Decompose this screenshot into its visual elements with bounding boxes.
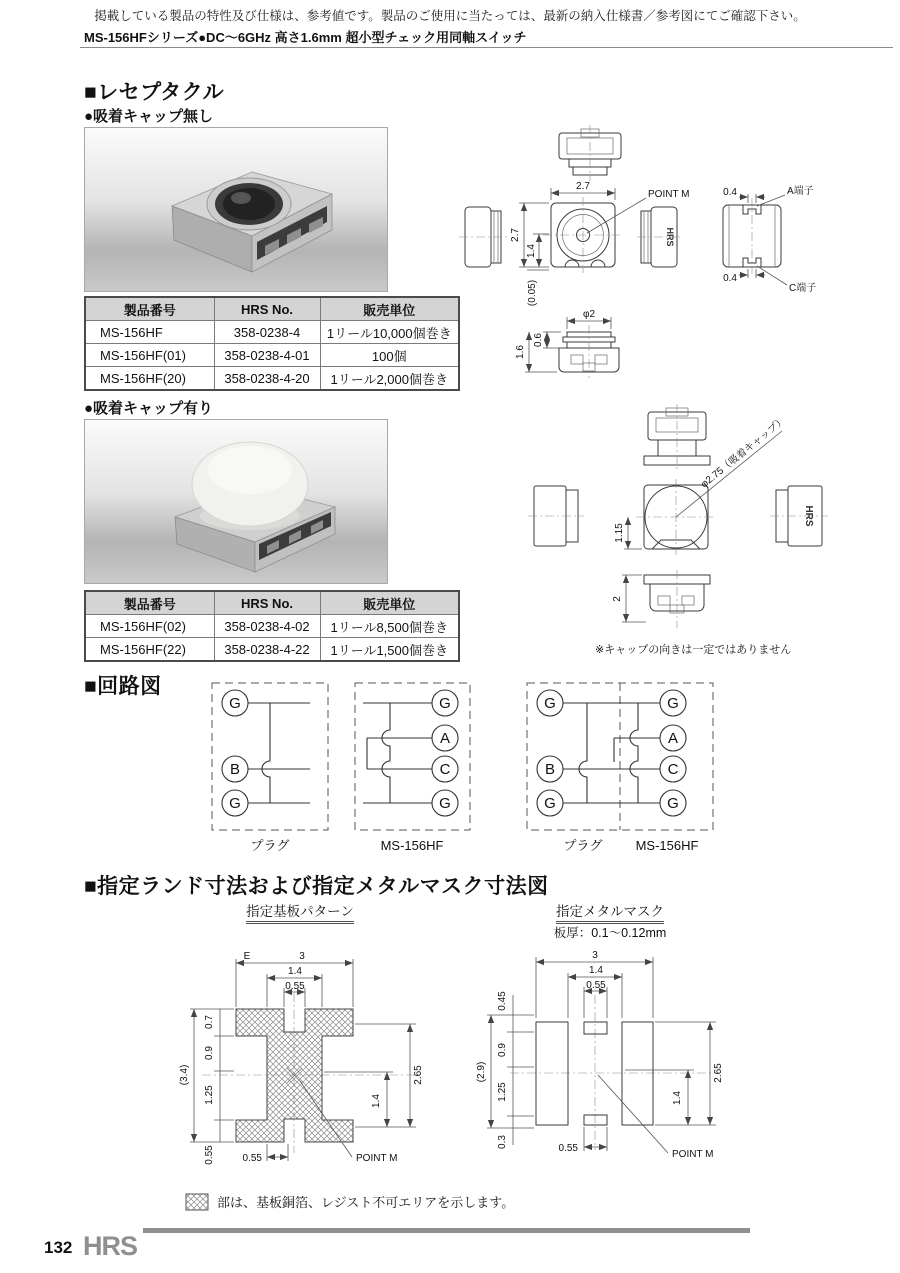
- label-with-cap: ●吸着キャップ有り: [84, 400, 214, 417]
- mask-thickness: 板厚：0.1〜0.12mm: [553, 926, 667, 940]
- disclaimer-text: 掲載している製品の特性及び仕様は、参考値です。製品のご使用に当たっては、最新の納入仕様書／参考図にてご確認下さい。: [94, 9, 806, 23]
- mask-openings: [536, 1022, 653, 1125]
- svg-text:2.7: 2.7: [576, 181, 590, 192]
- hrs-marking: HRS: [665, 227, 675, 247]
- svg-text:G: G: [544, 795, 556, 812]
- section-heading-land: ■指定ランド寸法および指定メタルマスク寸法図: [84, 875, 549, 898]
- mask-label: 指定メタルマスク: [460, 900, 760, 920]
- page-number: 132: [44, 1238, 73, 1257]
- svg-text:B: B: [544, 761, 556, 778]
- dimension-0_05: [527, 270, 549, 306]
- table-row: [85, 638, 459, 662]
- svg-text:1.4: 1.4: [288, 966, 302, 977]
- svg-text:POINT M: POINT M: [672, 1149, 714, 1160]
- svg-text:0.45: 0.45: [497, 991, 508, 1011]
- terminal-side-view: [723, 184, 816, 294]
- svg-text:0.55: 0.55: [242, 1153, 262, 1164]
- hrs-marking: HRS: [803, 505, 814, 527]
- svg-text:G: G: [439, 795, 451, 812]
- section-heading-circuit: ■回路図: [84, 675, 162, 698]
- svg-text:1.15: 1.15: [614, 523, 625, 543]
- table-cell: 100個: [320, 344, 459, 367]
- svg-text:G: G: [667, 795, 679, 812]
- parts-table-no-cap: [84, 296, 460, 391]
- table-header-cell: 製品番号: [85, 591, 214, 615]
- plug-label: プラグ: [250, 838, 290, 853]
- svg-text:3: 3: [592, 950, 598, 961]
- svg-text:0.55: 0.55: [586, 980, 606, 991]
- svg-text:0.9: 0.9: [204, 1046, 215, 1060]
- svg-text:C: C: [667, 761, 679, 778]
- table-cell: 358-0238-4-20: [214, 367, 320, 391]
- svg-text:1.4: 1.4: [672, 1091, 683, 1105]
- svg-text:0.55: 0.55: [558, 1143, 578, 1154]
- table-cell: MS-156HF(01): [85, 344, 214, 367]
- parts-table-with-cap: [84, 590, 460, 662]
- svg-text:C: C: [439, 761, 451, 778]
- svg-text:G: G: [439, 695, 451, 712]
- table-row: [85, 344, 459, 367]
- svg-text:1.6: 1.6: [515, 345, 526, 359]
- svg-text:1.4: 1.4: [371, 1094, 382, 1108]
- svg-text:1.25: 1.25: [497, 1082, 508, 1102]
- table-cell: 1リール8,500個巻き: [320, 615, 459, 638]
- product-photo-with-cap: [84, 419, 388, 584]
- circuit-mated: [527, 683, 713, 853]
- hatch-legend: [185, 1192, 514, 1211]
- table-cell: 358-0238-4: [214, 321, 320, 344]
- drawing-with-cap: [520, 400, 900, 670]
- svg-text:φ2.75（吸着キャップ）: φ2.75（吸着キャップ）: [698, 415, 789, 491]
- svg-text:0.4: 0.4: [723, 187, 737, 198]
- hatch-swatch: [185, 1193, 209, 1211]
- svg-text:0.3: 0.3: [497, 1135, 508, 1149]
- svg-text:1.4: 1.4: [526, 244, 537, 258]
- svg-text:0.55: 0.55: [204, 1145, 215, 1165]
- top-elevation-view: [644, 404, 710, 470]
- svg-text:(2.9): (2.9): [476, 1061, 487, 1083]
- table-cell: 1リール2,000個巻き: [320, 367, 459, 391]
- circuit-receptacle: [355, 683, 470, 853]
- table-row: [85, 367, 459, 391]
- svg-text:G: G: [667, 695, 679, 712]
- table-header-cell: 製品番号: [85, 297, 214, 321]
- svg-text:0.9: 0.9: [497, 1043, 508, 1057]
- svg-text:0.4: 0.4: [723, 273, 737, 284]
- top-view-with-cap: [614, 413, 788, 555]
- series-title: MS-156HFシリーズ●DC〜6GHz 高さ1.6mm 超小型チェック用同軸スイッチ: [84, 30, 527, 45]
- left-side-view: [459, 207, 507, 267]
- svg-text:G: G: [229, 795, 241, 812]
- table-cell: MS-156HF: [85, 321, 214, 344]
- board-pattern-label: 指定基板パターン: [150, 900, 450, 920]
- mask-dimensions: [476, 950, 724, 1160]
- part-label: MS-156HF: [635, 838, 699, 853]
- table-cell: 358-0238-4-01: [214, 344, 320, 367]
- dimension-1_4: [526, 234, 549, 267]
- drawing-no-cap: [455, 115, 900, 405]
- svg-text:C端子: C端子: [789, 283, 817, 294]
- svg-text:0.7: 0.7: [204, 1015, 215, 1029]
- mask-drawing: [460, 935, 760, 1195]
- bottom-elevation-view: [612, 570, 710, 628]
- top-view: [543, 197, 623, 273]
- right-side-view: [637, 207, 683, 267]
- svg-text:POINT M: POINT M: [648, 189, 690, 200]
- section-heading-receptacle: ■レセプタクル: [84, 81, 225, 104]
- point-m-callout: [587, 189, 689, 233]
- circuit-plug: [212, 683, 328, 853]
- table-cell: 358-0238-4-02: [214, 615, 320, 638]
- board-pattern-drawing: [150, 935, 450, 1195]
- table-cell: 1リール10,000個巻き: [320, 321, 459, 344]
- table-header-cell: 販売単位: [320, 297, 459, 321]
- left-side-view: [528, 486, 584, 546]
- svg-text:A: A: [667, 730, 679, 747]
- table-header-cell: HRS No.: [214, 591, 320, 615]
- table-cell: MS-156HF(20): [85, 367, 214, 391]
- svg-text:A: A: [439, 730, 451, 747]
- svg-text:E: E: [243, 951, 251, 962]
- svg-text:2.65: 2.65: [413, 1065, 424, 1085]
- plug-label: プラグ: [563, 838, 603, 853]
- svg-text:0.55: 0.55: [285, 981, 305, 992]
- legend-text: 部は、基板銅箔、レジスト不可エリアを示します。: [217, 1195, 515, 1210]
- svg-text:φ2: φ2: [582, 309, 596, 320]
- svg-text:A端子: A端子: [787, 186, 814, 197]
- table-row: [85, 321, 459, 344]
- svg-text:G: G: [229, 695, 241, 712]
- table-row: [85, 615, 459, 638]
- svg-text:2.7: 2.7: [510, 228, 521, 242]
- svg-text:2: 2: [612, 596, 623, 602]
- svg-text:2.65: 2.65: [713, 1063, 724, 1083]
- hrs-logo: [82, 1231, 140, 1261]
- svg-text:0.6: 0.6: [533, 333, 544, 347]
- table-header-cell: 販売単位: [320, 591, 459, 615]
- top-elevation-view: [559, 125, 621, 181]
- svg-text:1.25: 1.25: [204, 1085, 215, 1105]
- header-divider: [80, 47, 893, 48]
- svg-text:B: B: [229, 761, 241, 778]
- right-side-view: [770, 486, 828, 546]
- svg-text:HRS: HRS: [83, 1231, 138, 1261]
- footer-bar: [143, 1228, 750, 1233]
- table-cell: 358-0238-4-22: [214, 638, 320, 662]
- label-no-cap: ●吸着キャップ無し: [84, 108, 214, 125]
- table-cell: MS-156HF(22): [85, 638, 214, 662]
- svg-text:1.4: 1.4: [589, 965, 603, 976]
- svg-text:3: 3: [299, 951, 305, 962]
- cap-orientation-note: ※キャップの向きは一定ではありません: [595, 644, 792, 656]
- front-view: [515, 309, 619, 378]
- table-header-cell: HRS No.: [214, 297, 320, 321]
- circuit-diagram: [200, 678, 720, 863]
- product-photo-no-cap: [84, 127, 388, 292]
- svg-text:POINT M: POINT M: [356, 1153, 398, 1164]
- svg-text:(3.4): (3.4): [179, 1064, 190, 1086]
- svg-text:(0.05): (0.05): [527, 279, 538, 307]
- svg-text:G: G: [544, 695, 556, 712]
- part-label: MS-156HF: [380, 838, 444, 853]
- table-cell: 1リール1,500個巻き: [320, 638, 459, 662]
- table-cell: MS-156HF(02): [85, 615, 214, 638]
